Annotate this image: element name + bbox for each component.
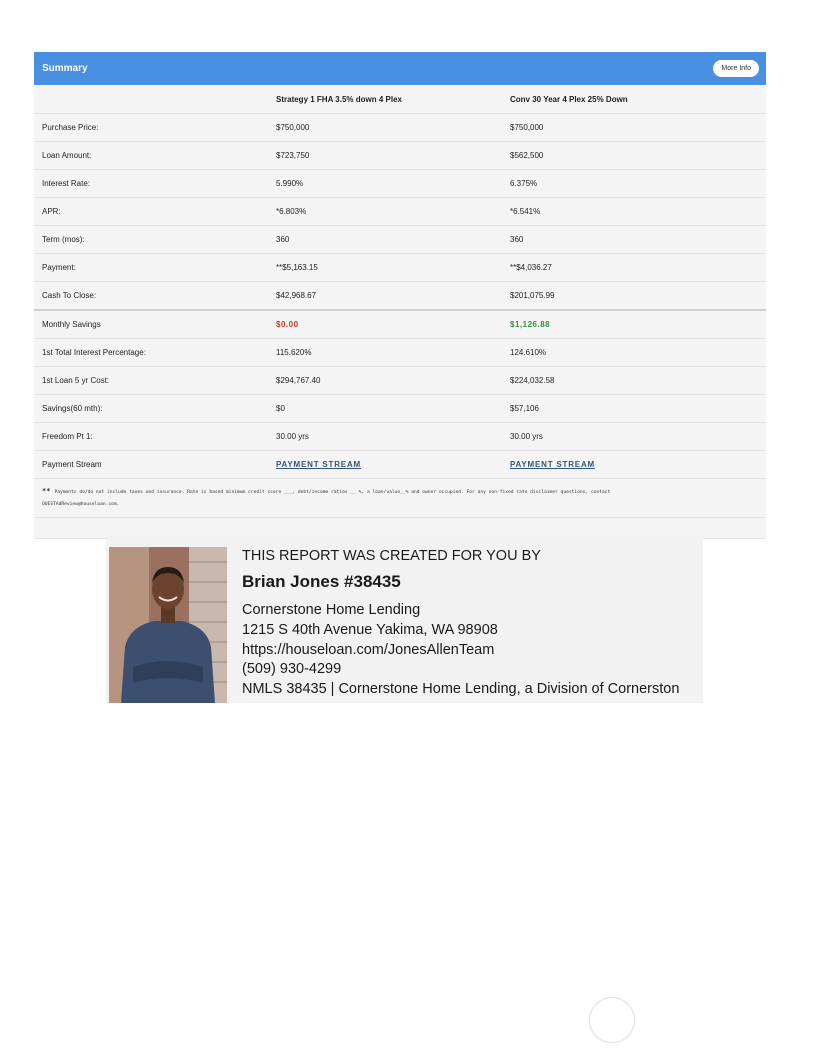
agent-photo (109, 547, 227, 703)
table-row (34, 282, 766, 311)
payment-stream-link-a[interactable]: PAYMENT STREAM (276, 460, 361, 469)
agent-company: Cornerstone Home Lending (242, 602, 421, 618)
table-row (34, 170, 766, 198)
row-label: 1st Loan 5 yr Cost: (34, 367, 268, 395)
row-value-a: $42,968.67 (268, 282, 502, 311)
more-info-button[interactable]: More Info (713, 60, 759, 77)
agent-card (106, 536, 703, 703)
row-label: Purchase Price: (34, 114, 268, 142)
comparison-table (34, 85, 766, 479)
table-row (34, 254, 766, 282)
agent-address: 1215 S 40th Avenue Yakima, WA 98908 (242, 621, 498, 638)
column-header-label (34, 85, 268, 114)
row-value-a: $723,750 (268, 142, 502, 170)
row-value-b: *6.541% (502, 198, 766, 226)
row-label: Monthly Savings (34, 310, 268, 339)
row-label: Term (mos): (34, 226, 268, 254)
agent-photo-illustration (109, 547, 227, 703)
row-label: Cash To Close: (34, 282, 268, 311)
column-header-conv-30: Conv 30 Year 4 Plex 25% Down (502, 85, 766, 114)
monthly-savings-value-a: $0.00 (276, 320, 299, 329)
row-label: APR: (34, 198, 268, 226)
row-label: Payment: (34, 254, 268, 282)
table-header-row (34, 85, 766, 114)
row-label: Freedom Pt 1: (34, 423, 268, 451)
row-value-a: *6.803% (268, 198, 502, 226)
table-row (34, 198, 766, 226)
summary-title: Summary (42, 63, 88, 74)
row-value-b: $224,032.58 (502, 367, 766, 395)
row-value-a: **$5,163.15 (268, 254, 502, 282)
row-value-a: 115.620% (268, 339, 502, 367)
row-value-b: $57,106 (502, 395, 766, 423)
row-value-b: 124.610% (502, 339, 766, 367)
row-value-b: $562,500 (502, 142, 766, 170)
monthly-savings-value-b: $1,126.88 (510, 320, 551, 329)
report-created-heading: THIS REPORT WAS CREATED FOR YOU BY (242, 548, 541, 564)
agent-phone: (509) 930-4299 (242, 661, 342, 678)
table-row (34, 423, 766, 451)
payment-stream-row (34, 451, 766, 479)
row-value-b: $201,075.99 (502, 282, 766, 311)
row-label: 1st Total Interest Percentage: (34, 339, 268, 367)
row-value-a: 30.00 yrs (268, 423, 502, 451)
agent-website: https://houseloan.com/JonesAllenTeam (242, 641, 495, 658)
footnote-text: Payments do/do not include taxes and insurance. Rate is based minimum credit score ___, debt/income ratios __ %, a loan/value__% and owner occupied. For any non-fixed rate disclaimer questions, contact (54, 490, 611, 495)
row-label: Payment Stream (34, 451, 268, 479)
row-value-b: 360 (502, 226, 766, 254)
row-value-a: $750,000 (268, 114, 502, 142)
agent-name: Brian Jones #38435 (242, 572, 401, 591)
row-value-b: **$4,036.27 (502, 254, 766, 282)
row-value-a: $0 (268, 395, 502, 423)
summary-header (34, 52, 766, 85)
table-row (34, 339, 766, 367)
row-value-b: $750,000 (502, 114, 766, 142)
floating-circle-button[interactable] (589, 997, 635, 1043)
row-label: Loan Amount: (34, 142, 268, 170)
footnote-stars: ** (42, 487, 51, 495)
table-row (34, 395, 766, 423)
column-header-strategy-1: Strategy 1 FHA 3.5% down 4 Plex (268, 85, 502, 114)
row-value-b: 30.00 yrs (502, 423, 766, 451)
payment-stream-link-b[interactable]: PAYMENT STREAM (510, 460, 595, 469)
row-value-a: 360 (268, 226, 502, 254)
row-value-b: 6.375% (502, 170, 766, 198)
row-value-a: $294,767.40 (268, 367, 502, 395)
row-label: Interest Rate: (34, 170, 268, 198)
summary-card (34, 52, 766, 539)
table-row (34, 226, 766, 254)
agent-info (242, 548, 679, 701)
row-value-a: 5.990% (268, 170, 502, 198)
disclaimer-footnote (34, 479, 766, 518)
agent-nmls: NMLS 38435 | Cornerstone Home Lending, a Division of Cornerston (242, 681, 680, 698)
table-row (34, 367, 766, 395)
footnote-email: QUESTAdReview@houseloan.com. (42, 502, 120, 507)
table-row (34, 114, 766, 142)
monthly-savings-row (34, 310, 766, 339)
table-row (34, 142, 766, 170)
row-label: Savings(60 mth): (34, 395, 268, 423)
